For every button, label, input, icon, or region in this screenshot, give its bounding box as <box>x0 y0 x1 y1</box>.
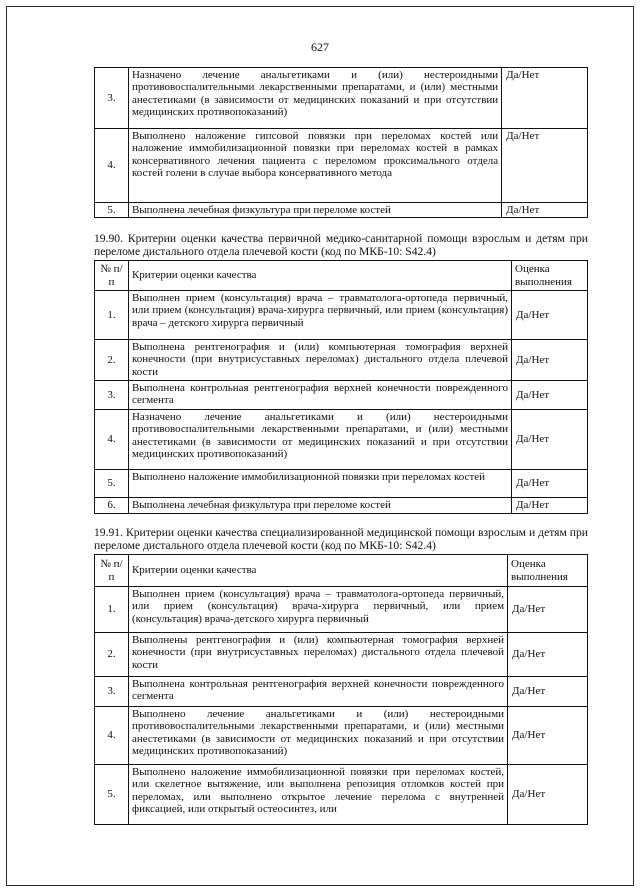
column-header-result: Оценка выполнения <box>512 261 588 291</box>
column-header-number: № п/п <box>95 261 129 291</box>
criterion-text: Назначено лечение анальгетиками и (или) нестероидными противовоспалительными лекарственными препаратами, и (или) местными анестетиками (в зависимости от медицинских показаний и при отсутствии медицинских противопоказаний) <box>128 410 511 470</box>
criteria-table-19-91 <box>94 554 588 825</box>
criterion-text: Выполнена лечебная физкультура при переломе костей <box>128 498 511 514</box>
row-number: 2. <box>95 633 129 677</box>
row-number: 5. <box>95 765 129 825</box>
criterion-text: Выполнена лечебная физкультура при переломе костей <box>128 203 501 218</box>
criterion-text: Выполнено наложение иммобилизационной повязки при переломах костей <box>128 470 511 498</box>
result-cell: Да/Нет <box>508 587 588 633</box>
criterion-text: Выполнено наложение гипсовой повязки при переломах костей или наложение иммобилизационной повязки при переломах костей в рамках консервативного лечения пациента с переломом проксимального отдела костей голени в случае выбора консервативного метода <box>128 129 501 203</box>
column-header-criteria: Критерии оценки качества <box>128 261 511 291</box>
table-row <box>95 765 588 825</box>
result-cell: Да/Нет <box>508 707 588 765</box>
table-row <box>95 633 588 677</box>
row-number: 3. <box>95 677 129 707</box>
criterion-text: Назначено лечение анальгетиками и (или) нестероидными противовоспалительными лекарственными препаратами, и (или) местными анестетиками (в зависимости от медицинских показаний и при отсутствии медицинских противопоказаний) <box>128 68 501 129</box>
result-cell: Да/Нет <box>512 340 588 381</box>
table-header-row <box>95 261 588 291</box>
column-header-result: Оценка выполнения <box>508 555 588 587</box>
table-row <box>95 68 588 129</box>
result-cell: Да/Нет <box>508 677 588 707</box>
section-heading-19-91: 19.91. Критерии оценки качества специализированной медицинской помощи взрослым и детям при переломе дистального отдела плечевой кости (код по МКБ-10: S42.4) <box>94 526 588 552</box>
result-cell: Да/Нет <box>512 410 588 470</box>
result-cell: Да/Нет <box>502 129 588 203</box>
table-row <box>95 587 588 633</box>
table-row <box>95 410 588 470</box>
row-number: 5. <box>95 203 129 218</box>
result-cell: Да/Нет <box>512 291 588 340</box>
row-number: 1. <box>95 291 129 340</box>
table-row <box>95 129 588 203</box>
result-cell: Да/Нет <box>502 68 588 129</box>
result-cell: Да/Нет <box>508 765 588 825</box>
table-row <box>95 381 588 410</box>
criterion-text: Выполнена контрольная рентгенография верхней конечности поврежденного сегмента <box>128 677 507 707</box>
result-cell: Да/Нет <box>502 203 588 218</box>
row-number: 4. <box>95 707 129 765</box>
page-number: 627 <box>311 40 329 54</box>
criteria-table-continued <box>94 67 588 218</box>
row-number: 4. <box>95 129 129 203</box>
row-number: 5. <box>95 470 129 498</box>
criterion-text: Выполнены рентгенография и (или) компьютерная томография верхней конечности (при внутрисуставных переломах) дистального отдела плечевой кости <box>128 633 507 677</box>
row-number: 4. <box>95 410 129 470</box>
result-cell: Да/Нет <box>512 498 588 514</box>
criterion-text: Выполнена рентгенография и (или) компьютерная томография верхней конечности (при внутрисуставных переломах) дистального отдела плечевой кости <box>128 340 511 381</box>
criterion-text: Выполнена контрольная рентгенография верхней конечности поврежденного сегмента <box>128 381 511 410</box>
table-row <box>95 340 588 381</box>
result-cell: Да/Нет <box>512 381 588 410</box>
criteria-table-19-90 <box>94 260 588 514</box>
section-heading-19-90: 19.90. Критерии оценки качества первичной медико-санитарной помощи взрослым и детям при переломе дистального отдела плечевой кости (код по МКБ-10: S42.4) <box>94 232 588 258</box>
criterion-text: Выполнен прием (консультация) врача – травматолога-ортопеда первичный, или прием (консультация) врача-хирурга первичный, или прием (консультация) врача – детского хирурга первичный <box>128 291 511 340</box>
table-row <box>95 677 588 707</box>
row-number: 3. <box>95 68 129 129</box>
result-cell: Да/Нет <box>508 633 588 677</box>
column-header-number: № п/п <box>95 555 129 587</box>
row-number: 2. <box>95 340 129 381</box>
row-number: 1. <box>95 587 129 633</box>
criterion-text: Выполнен прием (консультация) врача – травматолога-ортопеда первичный, или прием (консультация) врача-хирурга первичный, или прием (консультация) врача-детского хирурга первичный <box>128 587 507 633</box>
table-header-row <box>95 555 588 587</box>
result-cell: Да/Нет <box>512 470 588 498</box>
table-row <box>95 498 588 514</box>
column-header-criteria: Критерии оценки качества <box>128 555 507 587</box>
table-row <box>95 291 588 340</box>
criterion-text: Выполнено лечение анальгетиками и (или) нестероидными противовоспалительными лекарственными препаратами, и (или) местными анестетиками (в зависимости от медицинских показаний и при отсутствии медицинских противопоказаний) <box>128 707 507 765</box>
table-row <box>95 707 588 765</box>
table-row <box>95 203 588 218</box>
row-number: 3. <box>95 381 129 410</box>
row-number: 6. <box>95 498 129 514</box>
criterion-text: Выполнено наложение иммобилизационной повязки при переломах костей, или скелетное вытяжение, или выполнена репозиция отломков костей при переломах, или выполнено открытое лечение перелома с внутренней фиксацией, или открытый остеосинтез, или <box>128 765 507 825</box>
table-row <box>95 470 588 498</box>
